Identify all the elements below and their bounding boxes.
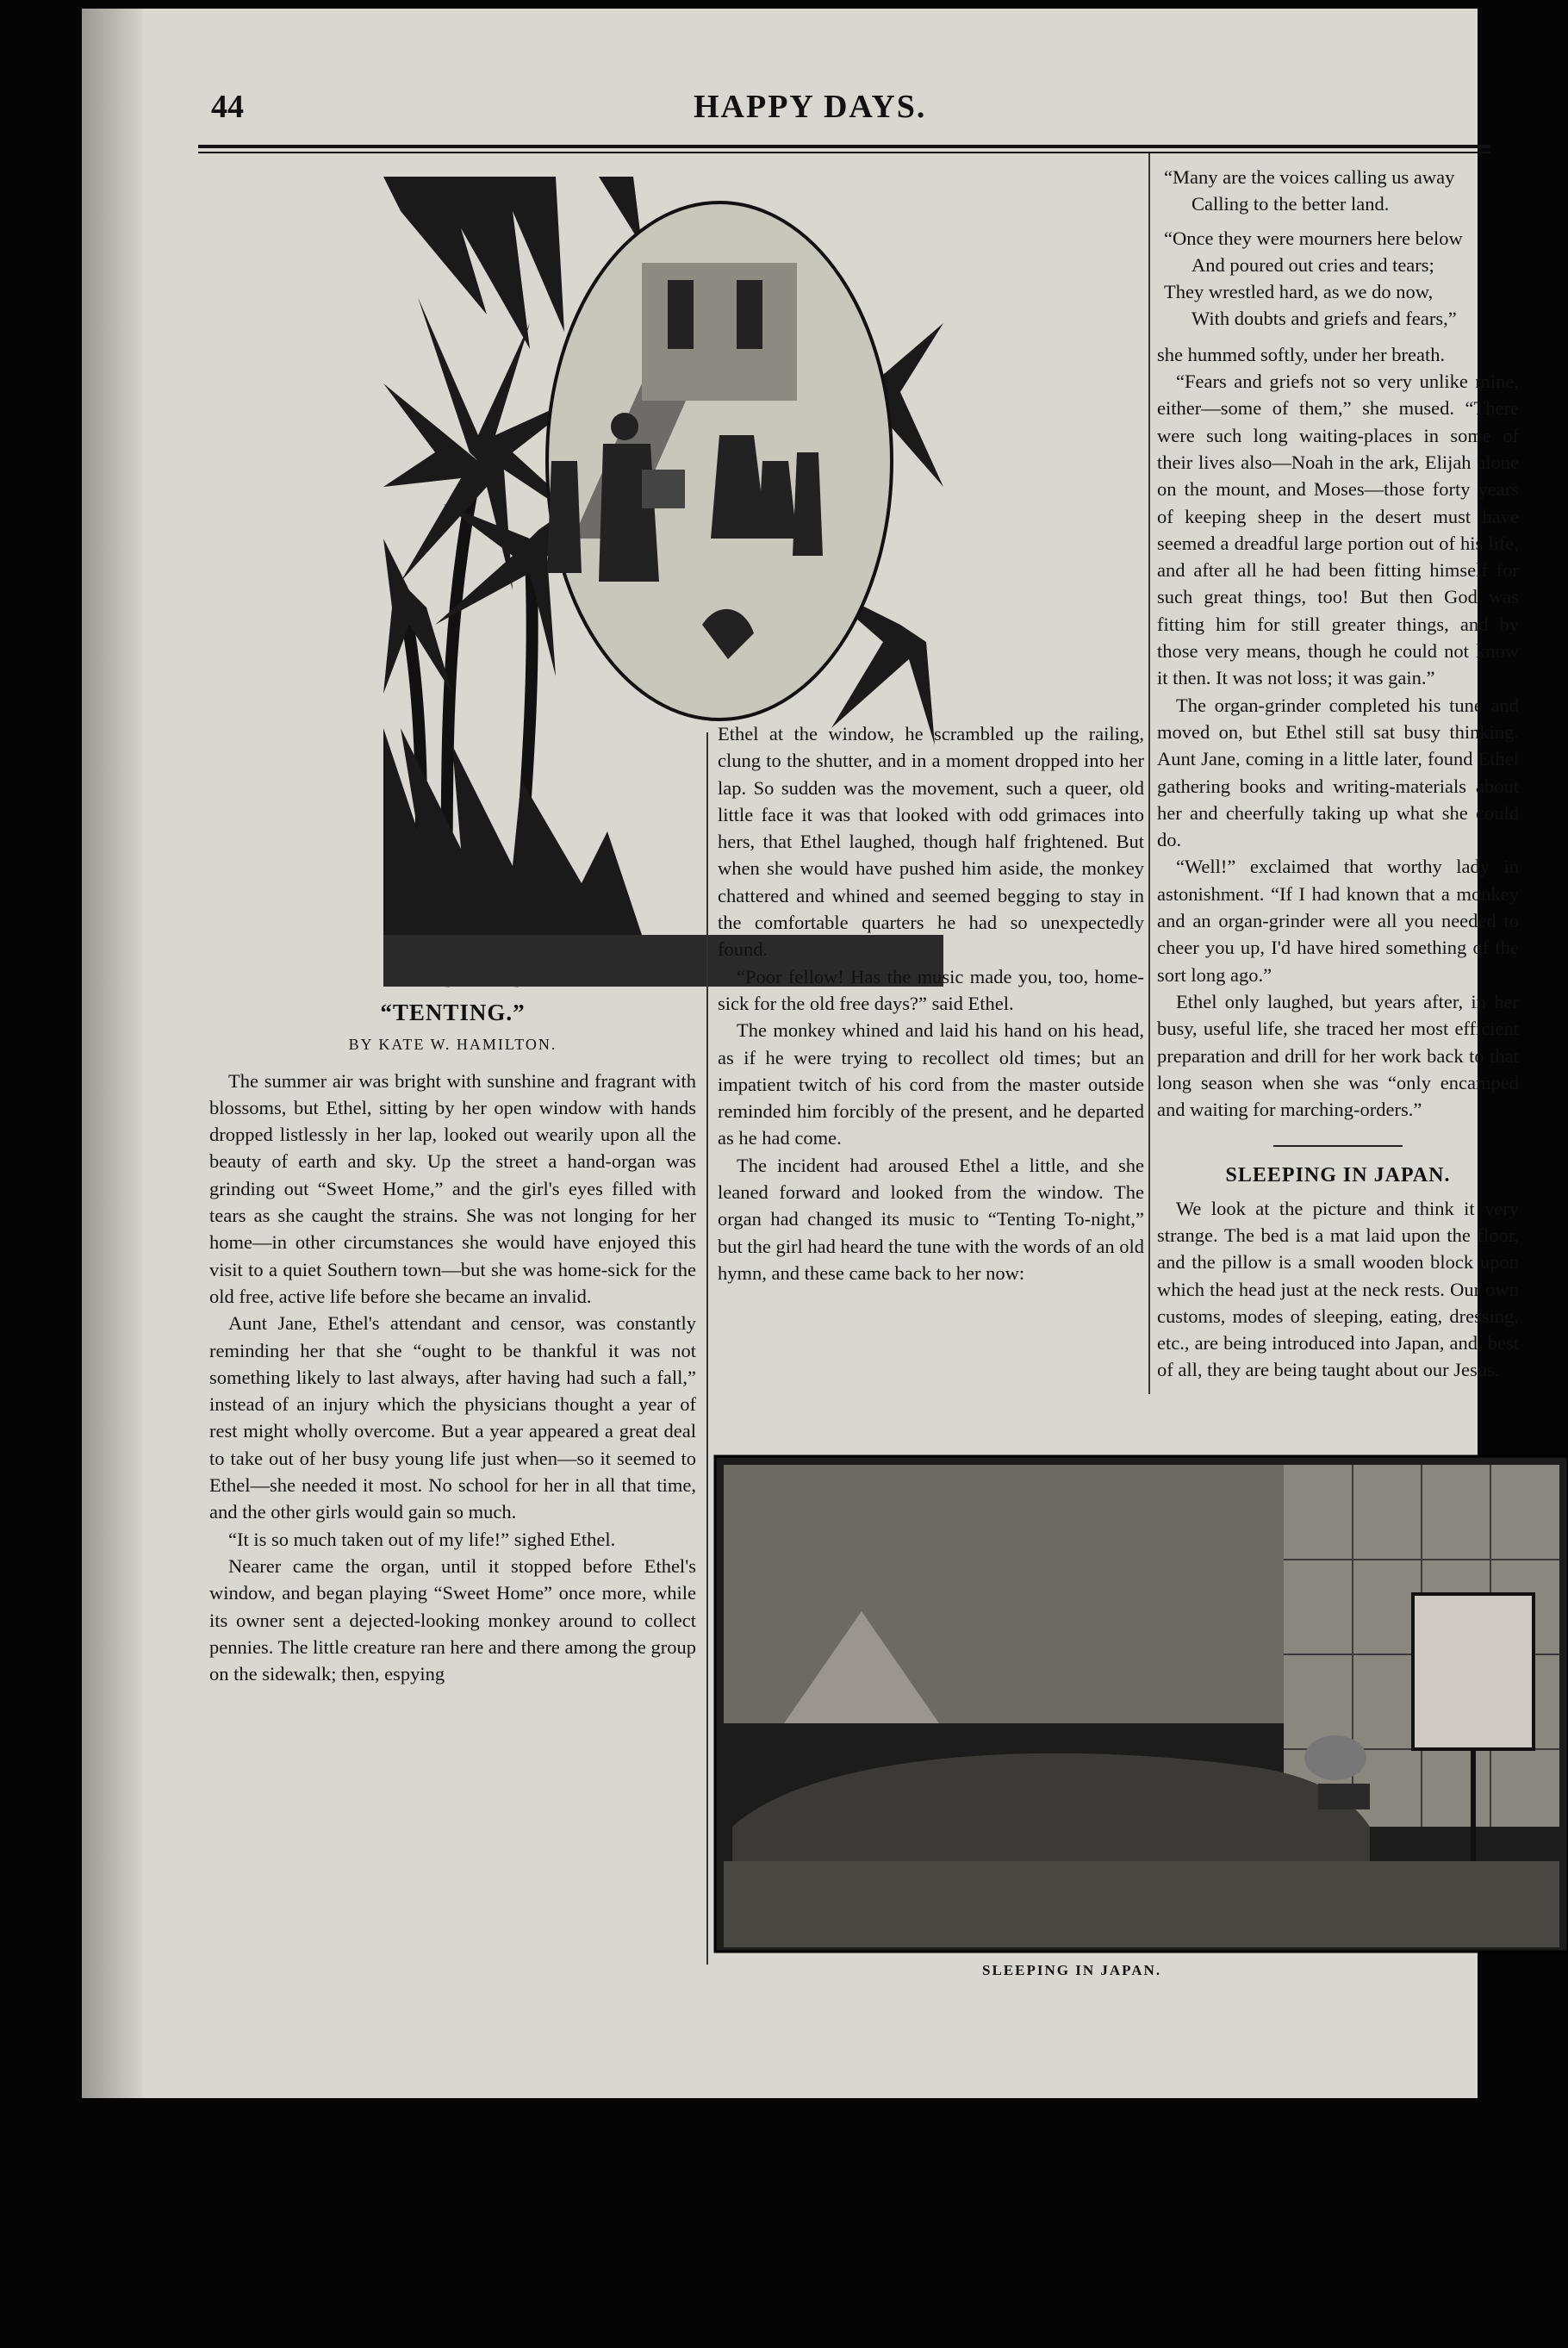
paragraph: “Well!” exclaimed that worthy lady in astonishment. “If I had known that a monkey and an organ-grinder were all you needed to cheer you up, I'd have hired something of the sort long ago.” [1157, 856, 1519, 986]
article-title: “TENTING.” [380, 1000, 526, 1025]
verse-line: They wrestled hard, as we do now, [1164, 281, 1434, 303]
binding-gutter [82, 9, 142, 2098]
verse-line: With doubts and griefs and fears,” [1192, 308, 1457, 330]
illustration-caption: SLEEPING IN JAPAN. [982, 1962, 1162, 1978]
paragraph: “Fears and griefs not so very unlike mine, either—some of them,” she mused. “There were such long waiting-places in some of their lives also—Noah in the ark, Elijah alone on the mount, and Moses—those forty years of keeping sheep in the desert must have seemed a dreadful large portion out of his life, and after all he had been fitting himself for such great things, too! But then God was fitting him for still greater things, and by those very means, though he could not know it then. It was not loss; it was gain.” [1157, 371, 1519, 689]
article-byline: BY KATE W. HAMILTON. [348, 1036, 557, 1054]
section-divider [1273, 1145, 1403, 1147]
paragraph: Ethel at the window, he scrambled up the railing, clung to the shutter, and in a moment dropped into her lap. So sudden was the movement, such a queer, old little face it was that looked with odd grimaces into hers, that Ethel laughed, though half frightened. But when she would have pushed him aside, the monkey chattered and whined and seemed begging to stay in the comfortable quarters he had so unexpectedly found. [718, 723, 1144, 961]
wooden-pillow [1318, 1784, 1370, 1809]
sleeper-head [1304, 1735, 1366, 1780]
sleeping-in-japan-engraving [715, 1456, 1568, 2348]
magazine-page [82, 9, 1519, 2098]
running-title: HAPPY DAYS. [694, 89, 927, 125]
paragraph: The summer air was bright with sunshine and fragrant with blossoms, but Ethel, sitting by her open window with hands dropped listlessly in her lap, looked out wearily upon all the beauty of earth and sky. Up the street a hand-organ was grinding out “Sweet Home,” and the girl's eyes filled with tears as she caught the strains. She was not longing for her home—in other circumstances she would have enjoyed this visit to a quiet Southern town—but she was home-sick for the old free, active life before she became an invalid. [209, 1069, 696, 1307]
figure-boy-left [547, 461, 582, 573]
paragraph: The incident had aroused Ethel a little, and she leaned forward and looked from the window. The organ had changed its music to “Tenting To-night,” but the girl had heard the tune with the words of an old hymn, and these came back to her now: [718, 1154, 1144, 1284]
verse-line: “Many are the voices calling us away [1164, 166, 1455, 188]
organ-grinder-body [599, 444, 659, 582]
organ-grinder-head [611, 413, 638, 440]
column-3 [1157, 164, 1519, 1384]
paragraph: “It is so much taken out of my life!” sighed Ethel. [228, 1528, 616, 1550]
figure-boy [793, 452, 823, 556]
paragraph: We look at the picture and think it very strange. The bed is a mat laid upon the floor, and the pillow is a small wooden block upon which the head just at the neck rests. Our own customs, modes of sleeping, eating, dressing, etc., are being introduced into Japan, and, best of all, they are being taught about our Jesus. [1157, 1197, 1519, 1381]
column-divider [706, 732, 708, 1965]
house-facade [642, 263, 797, 401]
paragraph: The organ-grinder completed his tune and moved on, but Ethel still sat busy thinking. Aunt Jane, coming in a little later, found Ethel gathering books and writing-materials about her and cheerfully taking up what she could do. [1157, 694, 1519, 851]
paragraph: The monkey whined and laid his hand on his head, as if he were trying to recollect old times; but an impatient twitch of his cord from the master outside reminded him forcibly of the present, and he departed as he had come. [718, 1019, 1144, 1149]
column-1 [209, 1000, 696, 1687]
hand-organ [642, 470, 685, 508]
paragraph: she hummed softly, under her breath. [1157, 343, 1446, 365]
paragraph: “Poor fellow! Has the music made you, too, home-sick for the old free days?” said Ethel. [718, 965, 1144, 1014]
tatami-floor [724, 1861, 1559, 1947]
header-rule-thick [198, 145, 1490, 148]
section-title: SLEEPING IN JAPAN. [1225, 1164, 1451, 1187]
column-divider [1148, 153, 1150, 1394]
verse-line: “Once they were mourners here below [1164, 227, 1463, 249]
page-header [211, 88, 1478, 140]
painted-screen [724, 1465, 1284, 1723]
andon-lantern [1413, 1594, 1534, 1749]
column-2 [718, 720, 1144, 1286]
page-number: 44 [211, 89, 244, 125]
paragraph: Aunt Jane, Ethel's attendant and censor, was constantly reminding her that she “ought to be thankful it was not something likely to last always, after having had such a fall,” instead of an injury which the physicians thought a year of rest might wholly overcome. But a year appeared a great deal to take out of her busy young life just when—so it seemed to Ethel—she needed it most. No school for her in all that time, and the other girls would gain so much. [209, 1312, 696, 1523]
header-rule-thin [198, 152, 1490, 153]
paragraph: Ethel only laughed, but years after, in her busy, useful life, she traced her most efficient preparation and drill for her work back to that long season when she was “only encamped and waiting for marching-orders.” [1157, 990, 1519, 1121]
verse-line: And poured out cries and tears; [1192, 253, 1434, 276]
verse-line: Calling to the better land. [1192, 193, 1390, 215]
paragraph: Nearer came the organ, until it stopped before Ethel's window, and began playing “Sweet Home” once more, while its owner sent a dejected-looking monkey around to collect pennies. The little creature ran here and there among the group on the sidewalk; then, espying [209, 1554, 696, 1685]
